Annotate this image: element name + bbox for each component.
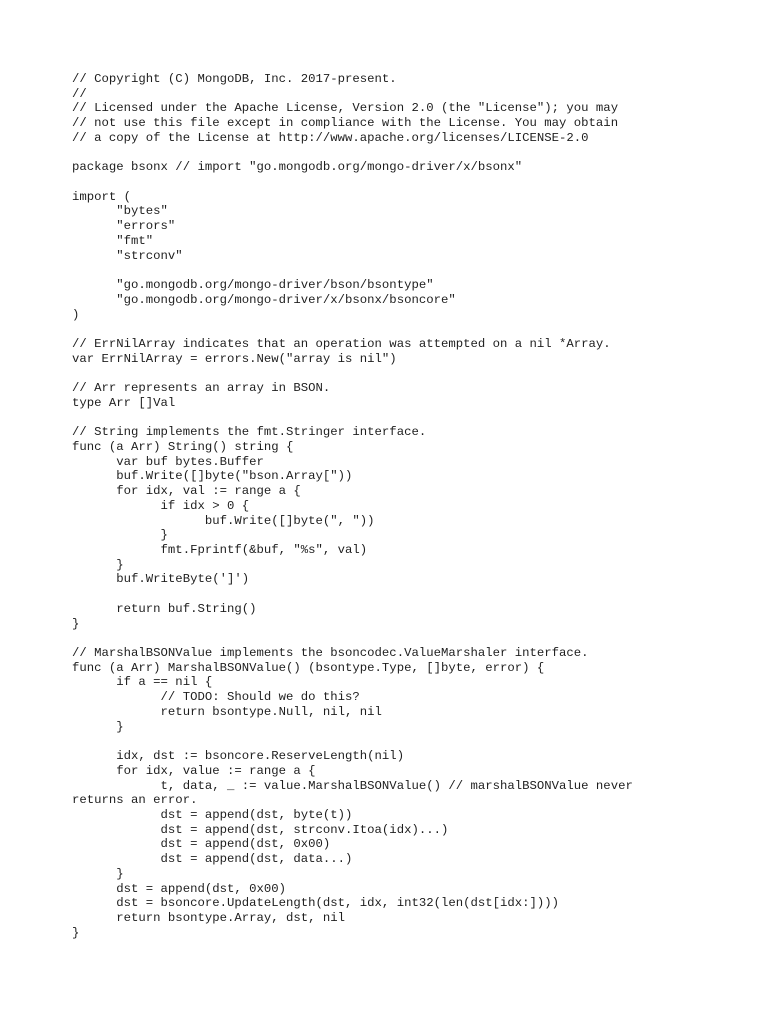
code-line: idx, dst := bsoncore.ReserveLength(nil) (72, 749, 405, 764)
code-line: package bsonx // import "go.mongodb.org/mongo-driver/x/bsonx" (72, 160, 523, 175)
code-line (72, 146, 712, 161)
code-line: buf.Write([]byte("bson.Array[")) (72, 469, 353, 484)
code-line: dst = append(dst, 0x00) (72, 837, 331, 852)
code-line: return bsontype.Array, dst, nil (72, 910, 346, 925)
code-line: t, data, _ := value.MarshalBSONValue() // marshalBSONValue never (72, 778, 633, 793)
code-line: dst = append(dst, byte(t)) (72, 807, 353, 822)
code-line: return buf.String() (72, 601, 257, 616)
code-line: "fmt" (72, 233, 154, 248)
code-line: } (72, 616, 80, 631)
code-line: // (72, 86, 87, 101)
code-line (72, 411, 712, 426)
code-line: ) (72, 307, 80, 322)
code-line: } (72, 925, 80, 940)
code-line (72, 175, 712, 190)
code-line: returns an error. (72, 793, 198, 808)
code-line: } (72, 528, 168, 543)
code-line: return bsontype.Null, nil, nil (72, 704, 382, 719)
code-line: buf.WriteByte(']') (72, 572, 250, 587)
code-line: // ErrNilArray indicates that an operation was attempted on a nil *Array. (72, 336, 611, 351)
code-line (72, 734, 712, 749)
code-line: "go.mongodb.org/mongo-driver/bson/bsontype" (72, 278, 434, 293)
code-line: for idx, value := range a { (72, 763, 316, 778)
code-line: import ( (72, 189, 132, 204)
code-line: } (72, 719, 124, 734)
code-line (72, 631, 712, 646)
code-line: dst = append(dst, data...) (72, 852, 353, 867)
code-line: "bytes" (72, 204, 168, 219)
code-line: "go.mongodb.org/mongo-driver/x/bsonx/bsoncore" (72, 292, 456, 307)
code-line: "errors" (72, 219, 176, 234)
code-line (72, 322, 712, 337)
code-line: if idx > 0 { (72, 498, 250, 513)
code-line: } (72, 557, 124, 572)
code-line: // TODO: Should we do this? (72, 690, 360, 705)
code-line: // String implements the fmt.Stringer interface. (72, 425, 427, 440)
code-line: // MarshalBSONValue implements the bsoncodec.ValueMarshaler interface. (72, 646, 589, 661)
code-line: var ErrNilArray = errors.New("array is nil") (72, 351, 397, 366)
code-line: dst = append(dst, 0x00) (72, 881, 287, 896)
code-line: if a == nil { (72, 675, 213, 690)
code-line: // Licensed under the Apache License, Version 2.0 (the "License"); you may (72, 101, 619, 116)
code-line: var buf bytes.Buffer (72, 454, 264, 469)
code-line: fmt.Fprintf(&buf, "%s", val) (72, 543, 368, 557)
code-line: dst = bsoncore.UpdateLength(dst, idx, int32(len(dst[idx:]))) (72, 896, 560, 911)
code-line: buf.Write([]byte(", ")) (72, 513, 375, 528)
code-line: func (a Arr) MarshalBSONValue() (bsontype.Type, []byte, error) { (72, 660, 545, 675)
code-line: dst = append(dst, strconv.Itoa(idx)...) (72, 822, 449, 837)
code-line: type Arr []Val (72, 395, 176, 410)
code-line: // a copy of the License at http://www.apache.org/licenses/LICENSE-2.0 (72, 130, 589, 145)
code-line: func (a Arr) String() string { (72, 439, 294, 454)
code-line: } (72, 866, 124, 881)
code-listing (72, 72, 712, 940)
code-line (72, 263, 712, 278)
code-line: // Copyright (C) MongoDB, Inc. 2017-present. (72, 72, 397, 86)
code-line (72, 587, 712, 602)
code-line: // Arr represents an array in BSON. (72, 381, 331, 396)
code-line: "strconv" (72, 248, 183, 263)
code-line: for idx, val := range a { (72, 484, 301, 499)
code-line: // not use this file except in compliance with the License. You may obtain (72, 116, 619, 131)
code-line (72, 366, 712, 381)
